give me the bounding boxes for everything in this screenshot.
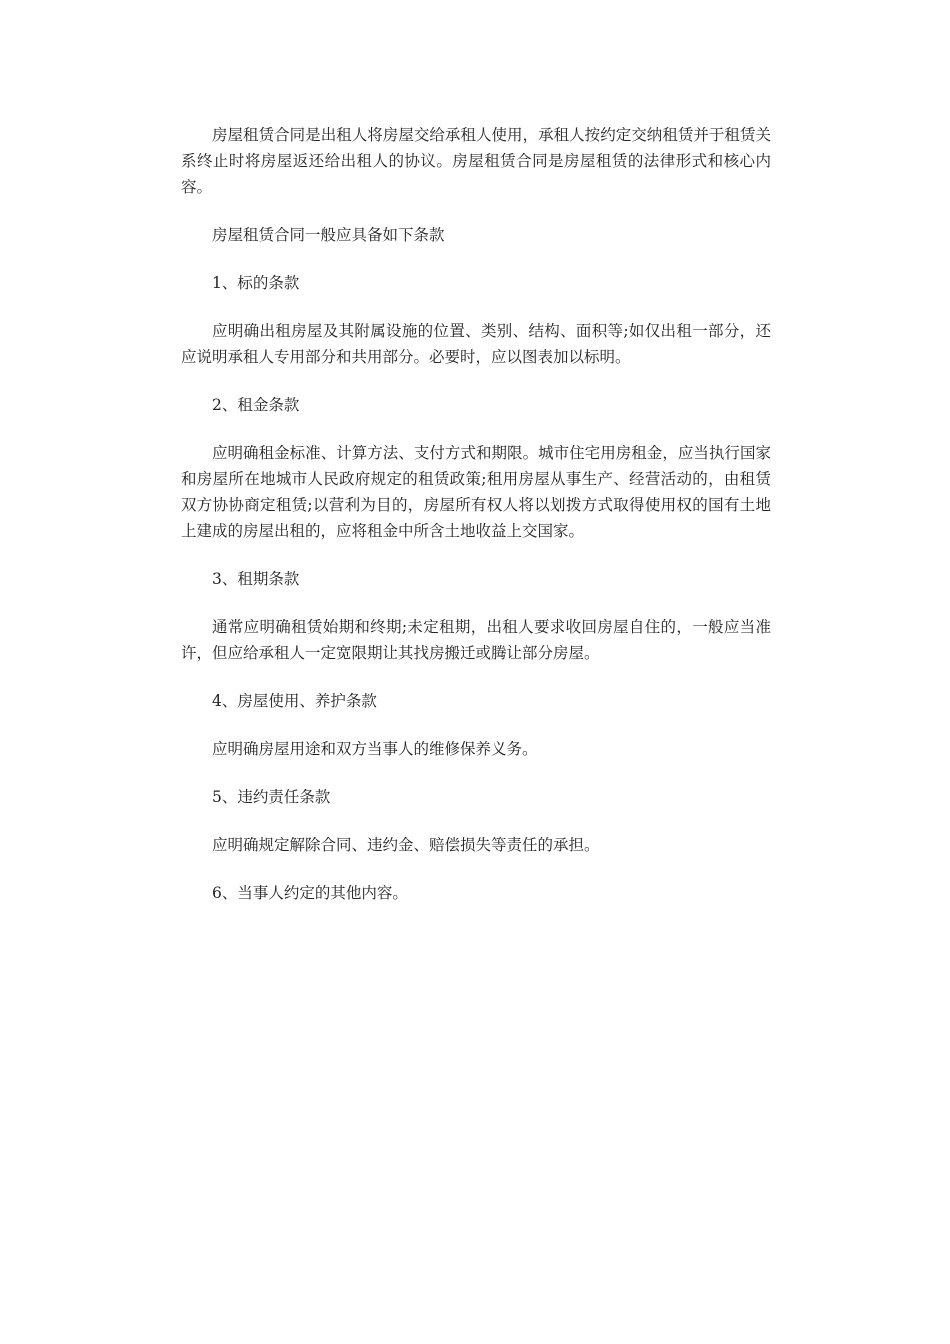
clauses-intro: 房屋租赁合同一般应具备如下条款	[212, 226, 445, 244]
clause-heading-2: 2、租金条款	[212, 396, 300, 414]
clause-heading-4: 4、房屋使用、养护条款	[212, 692, 377, 710]
document-body	[181, 122, 771, 928]
clause-heading-6: 6、当事人约定的其他内容。	[212, 884, 408, 902]
clause-heading-5: 5、违约责任条款	[212, 788, 331, 806]
clause-heading-1: 1、标的条款	[212, 274, 300, 292]
clause-body-3: 通常应明确租赁始期和终期;未定租期，出租人要求收回房屋自住的，一般应当准许，但应给承租人一定宽限期让其找房搬迁或腾让部分房屋。	[181, 618, 771, 662]
clause-body-1: 应明确出租房屋及其附属设施的位置、类别、结构、面积等;如仅出租一部分，还应说明承租人专用部分和共用部分。必要时，应以图表加以标明。	[181, 322, 771, 366]
clause-body-4: 应明确房屋用途和双方当事人的维修保养义务。	[212, 740, 538, 758]
clause-body-5: 应明确规定解除合同、违约金、赔偿损失等责任的承担。	[212, 836, 600, 854]
clause-body-2: 应明确租金标准、计算方法、支付方式和期限。城市住宅用房租金，应当执行国家和房屋所在地城市人民政府规定的租赁政策;租用房屋从事生产、经营活动的，由租赁双方协协商定租赁;以营利为目的，房屋所有权人将以划拨方式取得使用权的国有土地上建成的房屋出租的，应将租金中所含土地收益上交国家。	[181, 444, 771, 540]
intro-paragraph: 房屋租赁合同是出租人将房屋交给承租人使用，承租人按约定交纳租赁并于租赁关系终止时将房屋返还给出租人的协议。房屋租赁合同是房屋租赁的法律形式和核心内容。	[181, 126, 771, 196]
clause-heading-3: 3、租期条款	[212, 570, 300, 588]
